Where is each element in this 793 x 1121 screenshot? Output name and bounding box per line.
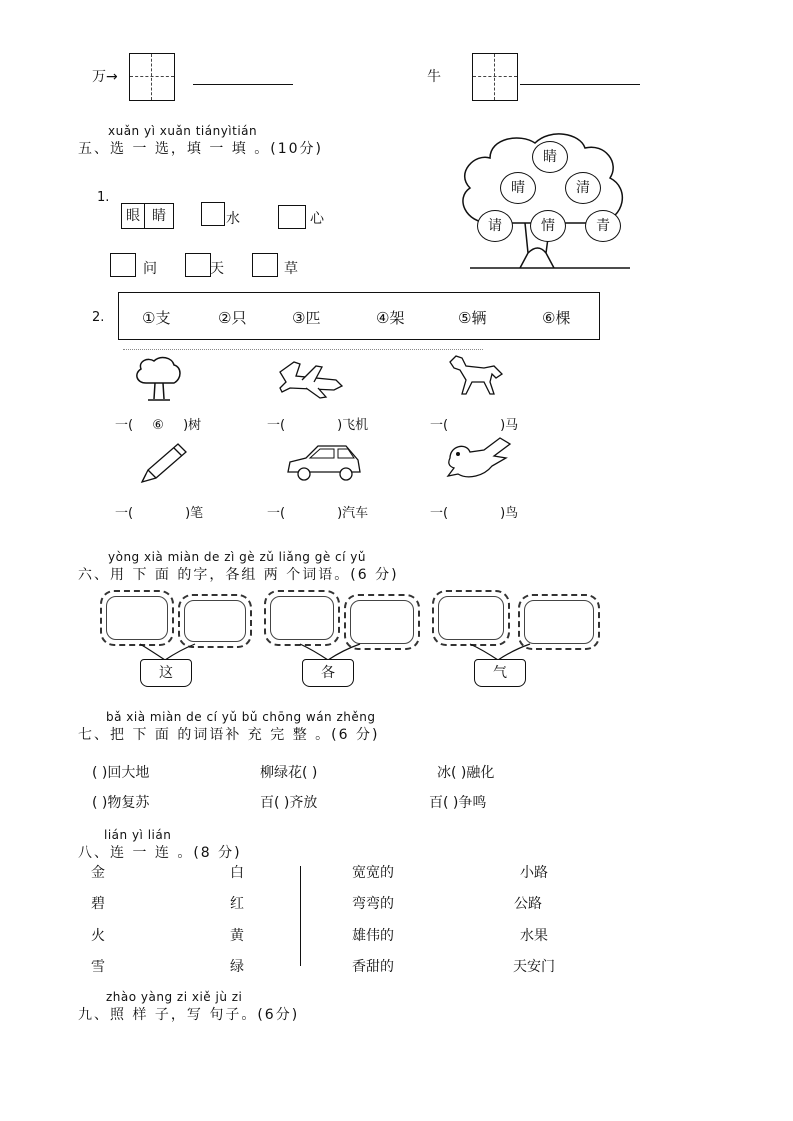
char-label: 天 <box>210 261 224 277</box>
fill-box[interactable] <box>185 253 211 277</box>
match-right-adj[interactable]: 香甜的 <box>352 959 394 975</box>
measure-answer-item: 一( )汽车 <box>267 506 369 521</box>
measure-word: ①支 <box>142 309 171 327</box>
match-right-adj[interactable]: 宽宽的 <box>352 865 394 881</box>
pot-char: 这 <box>140 659 192 687</box>
section5-title: 五、选 一 选，填 一 填 。(10分) <box>78 141 323 157</box>
idiom-fill[interactable]: ( )物复苏 <box>92 795 150 811</box>
char-box: 睛 <box>144 203 174 229</box>
measure-word: ⑥棵 <box>542 309 571 327</box>
measure-word-box <box>118 292 600 340</box>
match-right-noun[interactable]: 水果 <box>520 928 548 944</box>
top-char-2: 牛 <box>427 69 441 85</box>
top-char-1: 万→ <box>92 69 118 85</box>
apple-char: 睛 <box>532 141 568 173</box>
fill-box[interactable]: 眼 <box>121 203 145 229</box>
char-label: 水 <box>226 211 240 227</box>
match-right-noun[interactable]: 公路 <box>514 896 542 912</box>
measure-word: ④架 <box>376 309 405 327</box>
match-mid[interactable]: 绿 <box>230 959 244 975</box>
horse-icon <box>444 352 508 400</box>
fill-box[interactable] <box>110 253 136 277</box>
apple-char: 清 <box>565 172 601 204</box>
q1-number: 1. <box>97 190 110 205</box>
answer-line-1[interactable] <box>193 84 293 85</box>
match-right-adj[interactable]: 雄伟的 <box>352 928 394 944</box>
section9-pinyin: zhào yàng zi xiě jù zi <box>106 990 243 1004</box>
measure-answer-item: 一( )鸟 <box>430 506 519 521</box>
match-left[interactable]: 雪 <box>91 959 105 975</box>
tianzige-box-1[interactable] <box>129 53 175 101</box>
q2-number: 2. <box>92 310 105 325</box>
car-icon <box>284 440 364 486</box>
measure-answer-item: 一( )飞机 <box>267 418 369 433</box>
match-mid[interactable]: 红 <box>230 896 244 912</box>
measure-answer-item: 一( )笔 <box>115 506 204 521</box>
section5-pinyin: xuǎn yì xuǎn tiányìtián <box>108 124 258 138</box>
char-label: 草 <box>284 261 298 277</box>
match-mid[interactable]: 黄 <box>230 928 244 944</box>
section8-pinyin: lián yì lián <box>104 828 172 842</box>
section6-pinyin: yòng xià miàn de zì gè zǔ liǎng gè cí yǔ <box>108 550 367 564</box>
section9-title: 九、照 样 子，写 句子。(6分) <box>78 1007 300 1023</box>
fill-box[interactable] <box>278 205 306 229</box>
match-left[interactable]: 火 <box>91 928 105 944</box>
section8-title: 八、连 一 连 。(8 分) <box>78 845 242 861</box>
measure-word: ⑤辆 <box>458 309 487 327</box>
measure-word: ②只 <box>218 309 247 327</box>
match-mid[interactable]: 白 <box>230 865 244 881</box>
pot-char: 各 <box>302 659 354 687</box>
fill-box[interactable] <box>201 202 225 226</box>
idiom-fill[interactable]: ( )回大地 <box>92 765 150 781</box>
measure-answer-item: 一( )马 <box>430 418 519 433</box>
apple-char: 请 <box>477 210 513 242</box>
pot-char: 气 <box>474 659 526 687</box>
fill-box[interactable] <box>252 253 278 277</box>
match-right-noun[interactable]: 天安门 <box>513 959 555 975</box>
section7-title: 七、把 下 面 的词语补 充 完 整 。(6 分) <box>78 727 380 743</box>
measure-answer-item: 一( ⑥ )树 <box>115 418 202 433</box>
match-left[interactable]: 碧 <box>91 896 105 912</box>
section6-title: 六、用 下 面 的字，各组 两 个词语。(6 分) <box>78 567 399 583</box>
bird-icon <box>444 436 514 486</box>
idiom-fill[interactable]: 百( )争鸣 <box>429 795 487 811</box>
tree-icon <box>132 355 186 403</box>
apple-char: 青 <box>585 210 621 242</box>
airplane-icon <box>276 358 346 400</box>
idiom-fill[interactable]: 柳绿花( ) <box>260 765 318 781</box>
section7-pinyin: bǎ xià miàn de cí yǔ bǔ chōng wán zhěng <box>106 710 376 724</box>
vertical-divider <box>300 866 301 966</box>
answer-line-2[interactable] <box>520 84 640 85</box>
pencil-icon <box>138 442 188 486</box>
match-left[interactable]: 金 <box>91 865 105 881</box>
apple-char: 晴 <box>500 172 536 204</box>
match-right-adj[interactable]: 弯弯的 <box>352 896 394 912</box>
word-cloud-box[interactable] <box>264 590 340 646</box>
idiom-fill[interactable]: 冰( )融化 <box>437 765 495 781</box>
dotted-divider <box>123 349 483 350</box>
apple-char: 情 <box>530 210 566 242</box>
char-label: 心 <box>310 211 324 227</box>
tianzige-box-2[interactable] <box>472 53 518 101</box>
measure-word: ③匹 <box>292 309 321 327</box>
idiom-fill[interactable]: 百( )齐放 <box>260 795 318 811</box>
word-cloud-box[interactable] <box>432 590 510 646</box>
match-right-noun[interactable]: 小路 <box>520 865 548 881</box>
char-label: 问 <box>143 261 157 277</box>
word-cloud-box[interactable] <box>100 590 174 646</box>
